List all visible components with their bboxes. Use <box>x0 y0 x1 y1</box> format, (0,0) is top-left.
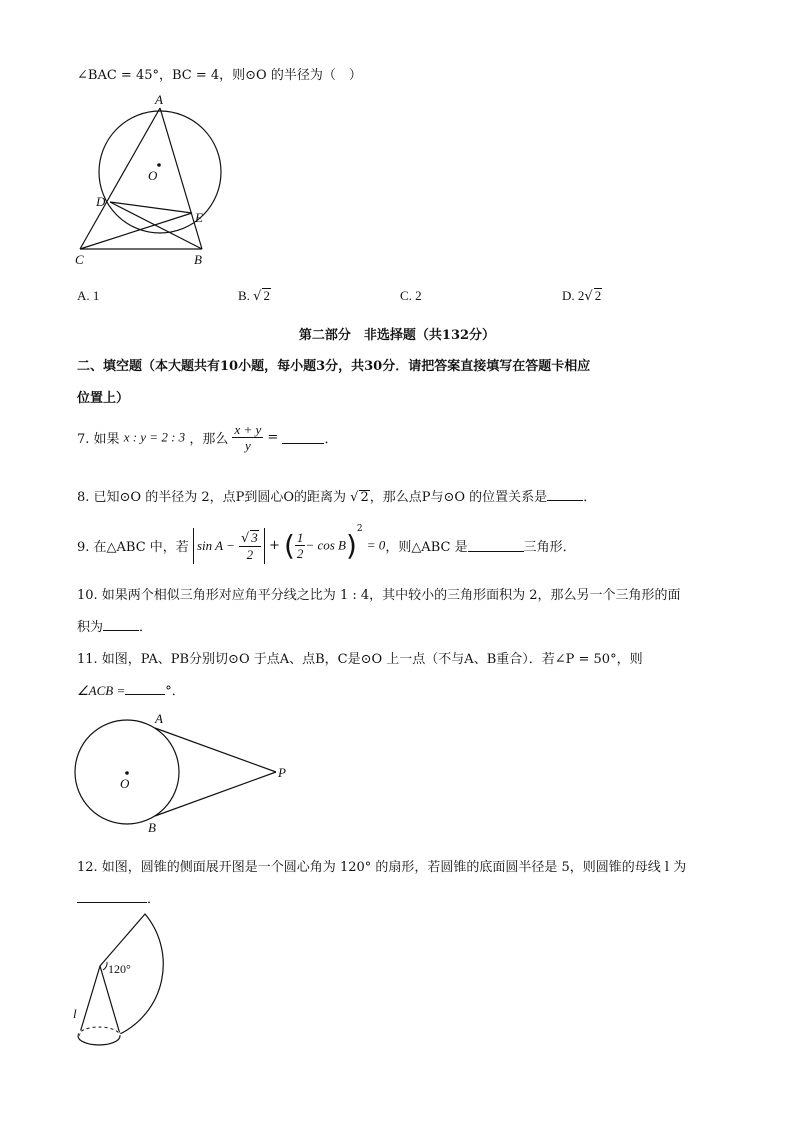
q9-mid: ，则△ABC 是 <box>385 540 468 555</box>
part2-title: 第二部分 非选择题（共132分） <box>298 328 496 343</box>
q11-line2-text: ∠ACB = <box>77 683 126 698</box>
q10-line1: 10. 如果两个相似三角形对应角平分线之比为 1 : 4，其中较小的三角形面积为 2，那么另一个三角形的面 <box>77 588 681 603</box>
q9-end: 三角形． <box>523 540 576 555</box>
q6-center-dot <box>157 163 161 167</box>
q8-text1: 8. 已知⊙O 的半径为 2，点P到圆心O的距离为 <box>77 490 347 505</box>
q6-option-d: D. 2√ 2 <box>562 288 602 304</box>
q11-line2 <box>77 680 185 699</box>
q11-label-A: A <box>155 711 163 726</box>
q6-option-c: C. 2 <box>400 288 422 303</box>
section2-heading-line1: 二、填空题（本大题共有10小题，每小题3分，共30分．请把答案直接填写在答题卡相应 <box>77 359 591 374</box>
q10-end: ． <box>139 620 153 635</box>
q12-line2 <box>77 888 160 907</box>
section2-heading-line2: 位置上） <box>77 391 130 406</box>
q7-denominator: y <box>244 438 251 453</box>
q8-sqrt: 2 <box>360 490 369 505</box>
q7 <box>77 422 337 453</box>
q6-option-d-radicand: 2 <box>594 288 602 303</box>
q9-frac-sqrt3: $\frac{√ 3}{2}$ <box>239 530 261 562</box>
q6-label-C: C <box>75 252 84 267</box>
q7-answer-blank[interactable] <box>282 431 324 444</box>
q9-two: 2 <box>246 546 254 562</box>
q7-prefix: 7. 如果 <box>77 432 120 447</box>
q9-frac-half <box>295 530 306 561</box>
q9-half-den: 2 <box>296 546 304 561</box>
q7-ratio: x : y = 2 : 3 <box>123 429 186 445</box>
q7-mid: ，那么 <box>189 432 229 447</box>
q12-figure <box>70 908 210 1054</box>
q9-half-num: 1 <box>296 530 304 545</box>
q7-numerator: x + y <box>234 422 262 437</box>
q9-eq0: = 0 <box>366 537 386 553</box>
q9-sqrt3: 3 <box>251 529 258 545</box>
q11-label-B: B <box>148 820 156 835</box>
q8-text2: ，那么点P与⊙O 的位置关系是 <box>369 490 548 505</box>
q11-center-dot <box>125 771 129 775</box>
q11-figure <box>70 706 300 838</box>
q11-label-P: P <box>278 765 286 780</box>
q9-square: 2 <box>356 524 363 534</box>
q9-cosB: − cos B <box>305 537 346 553</box>
q7-equals: = <box>267 430 279 445</box>
q6-option-a: A. 1 <box>77 288 100 303</box>
q8-end: ． <box>583 490 597 505</box>
q8-answer-blank[interactable] <box>547 488 583 501</box>
q12-angle-label: 120° <box>108 962 131 976</box>
q9: 9. 在△ABC 中，若 sin A − $\frac{√ 3}{2}$ + ( $\frac{1}{2}$ − cos B)$^2$ = 0，则△ABC 是 三角形． <box>77 524 576 562</box>
q9-answer-blank[interactable] <box>468 539 524 552</box>
q6-option-b-label: B. <box>238 288 250 303</box>
q12-end: ． <box>147 892 161 907</box>
q6-option-d-coef: 2 <box>577 288 585 303</box>
q6-stem: ∠BAC = 45°，BC = 4，则⊙O 的半径为（ ） <box>77 68 362 83</box>
q9-prefix: 9. 在△ABC 中，若 <box>77 540 189 555</box>
q6-option-b-radicand: 2 <box>263 288 270 303</box>
q7-fraction <box>232 422 263 453</box>
q12-answer-blank[interactable] <box>77 890 147 903</box>
q11-end: °． <box>165 684 185 699</box>
q11-line1: 11. 如图，PA、PB分别切⊙O 于点A、点B，C是⊙O 上一点（不与A、B重合）．若∠P = 50°，则 <box>77 652 643 667</box>
q10-answer-blank[interactable] <box>103 618 139 631</box>
q7-end: ． <box>324 432 338 447</box>
q6-label-B: B <box>194 252 202 267</box>
q6-option-b: B. √ 2 <box>238 288 270 304</box>
q9-abs <box>193 528 265 564</box>
q9-plus: + <box>268 538 280 553</box>
q11-answer-blank[interactable] <box>125 682 165 695</box>
q9-sinA: sin A − <box>196 537 235 553</box>
q6-option-d-label: D. <box>562 288 575 303</box>
q6-label-D: D <box>96 194 106 209</box>
q8: 8. 已知⊙O 的半径为 2，点P到圆心O的距离为 √ 2，那么点P与⊙O 的位置关系是 ． <box>77 490 597 505</box>
q6-label-E: E <box>195 210 203 225</box>
q11-label-O: O <box>120 776 130 791</box>
q12-line1: 12. 如图，圆锥的侧面展开图是一个圆心角为 120° 的扇形，若圆锥的底面圆半径是 5，则圆锥的母线 l 为 <box>77 860 687 875</box>
q6-figure <box>70 92 240 272</box>
q6-label-O: O <box>148 168 158 183</box>
q6-label-A: A <box>155 92 163 107</box>
q10-line2-text: 积为 <box>77 620 104 635</box>
q10-line2 <box>77 616 152 635</box>
q12-label-l: l <box>73 1006 77 1021</box>
